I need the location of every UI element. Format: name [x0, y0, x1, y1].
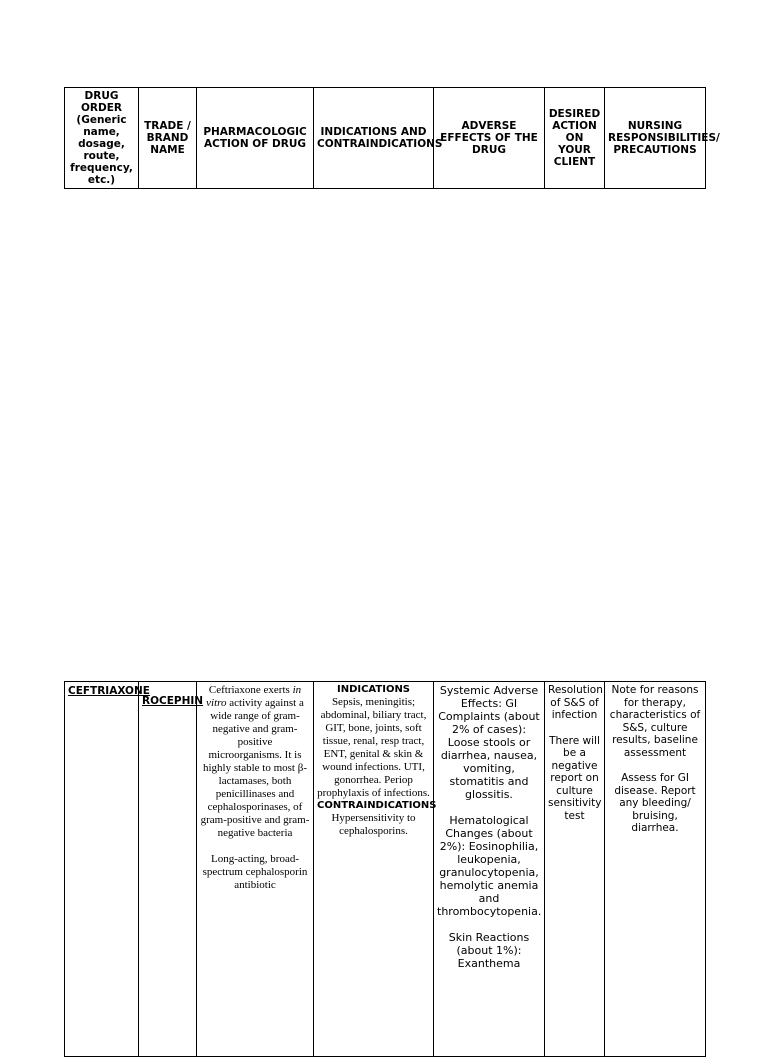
indications-cell: [314, 682, 437, 1057]
generic-name-cell: [65, 682, 150, 1057]
adverse-paragraph-1: Systemic Adverse Effects: GI Complaints (about 2% of cases): Loose stools or diarrhea, nausea, vomiting, stomatitis and glossitis.: [438, 684, 540, 801]
header-row: [65, 88, 706, 189]
nursing-paragraph-1: Note for reasons for therapy, characteristics of S&S, culture results, baseline assessment: [609, 684, 701, 759]
nursing-cell: [605, 682, 706, 1057]
header-drug-order: DRUG ORDER (Generic name, dosage, route, frequency, etc.): [65, 88, 139, 189]
indications-heading: INDICATIONS: [336, 684, 411, 695]
header-adverse-effects: ADVERSE EFFECTS OF THE DRUG: [434, 88, 545, 189]
desired-paragraph-1: Resolution of S&S of infection: [548, 684, 603, 721]
brand-name: ROCEPHIN: [142, 695, 204, 707]
desired-action-cell: [545, 682, 605, 1057]
action-paragraph-2: Long-acting, broad-spectrum cephalosporin antibiotic: [202, 853, 308, 891]
header-nursing: NURSING RESPONSIBILITIES/ PRECAUTIONS: [605, 88, 706, 189]
header-trade-name: TRADE / BRAND NAME: [139, 88, 197, 189]
action-paragraph-1: Ceftriaxone exerts in vitro activity against a wide range of gram-negative and gram-positive microorganisms. It is highly stable to most β-lactamases, both penicillinases and cephalosporinases, of gram-positive and gram-negative bacteria: [200, 684, 310, 839]
adverse-paragraph-2: Hematological Changes (about 2%): Eosinophilia, leukopenia, granulocytopenia, hemolytic anemia and thrombocytopenia.: [437, 814, 542, 918]
content-table: [64, 681, 706, 1057]
nursing-paragraph-2: Assess for GI disease. Report any bleeding/ bruising, diarrhea.: [614, 772, 696, 834]
header-pharmacologic-action: PHARMACOLOGIC ACTION OF DRUG: [197, 88, 314, 189]
desired-paragraph-2: There will be a negative report on culture sensitivity test: [548, 734, 602, 822]
header-indications: INDICATIONS AND CONTRAINDICATIONS: [314, 88, 434, 189]
contraindications-heading: CONTRAINDICATIONS: [317, 800, 437, 811]
brand-name-cell: [139, 682, 204, 1057]
header-desired-action: DESIRED ACTION ON YOUR CLIENT: [545, 88, 605, 189]
table-row: [65, 682, 706, 1057]
generic-name: CEFTRIAXONE: [68, 685, 150, 697]
pharmacologic-action-cell: [197, 682, 314, 1057]
adverse-effects-cell: [434, 682, 545, 1057]
indications-text: Sepsis, meningitis; abdominal, biliary tract, GIT, bone, joints, soft tissue, renal, resp tract, ENT, genital & skin & wound infections. UTI, gonorrhea. Periop prophylaxis of infections.: [317, 696, 430, 799]
header-table: [64, 87, 720, 189]
adverse-paragraph-3: Skin Reactions (about 1%): Exanthema: [448, 931, 530, 970]
contraindications-text: Hypersensitivity to cephalosporins.: [331, 812, 416, 837]
